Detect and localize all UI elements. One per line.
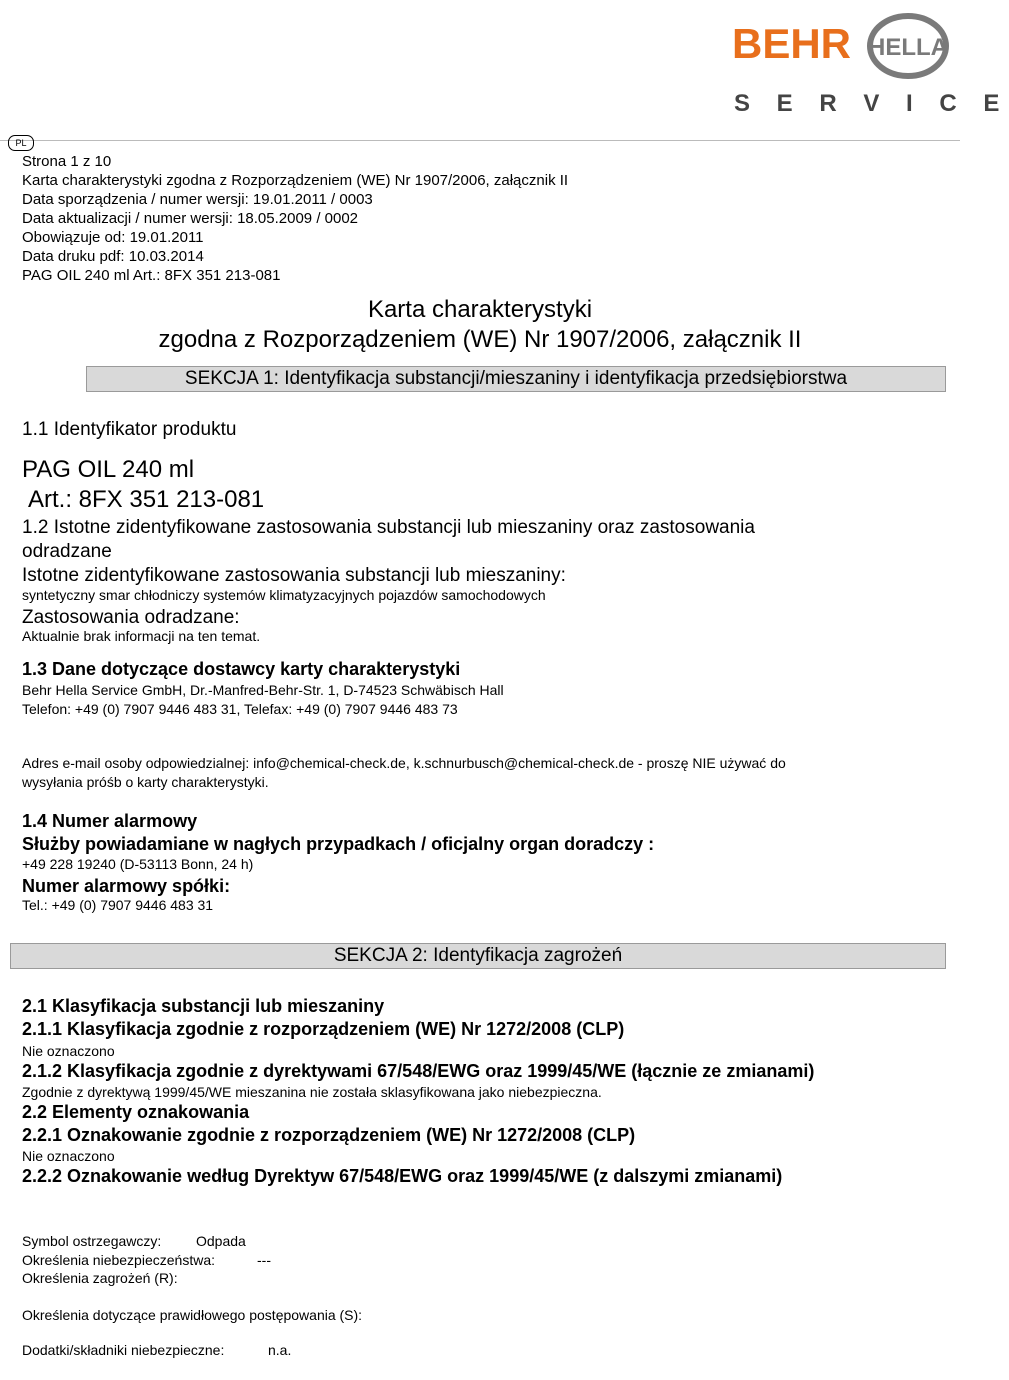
header-line: Data aktualizacji / numer wersji: 18.05.2009 / 0002 [22, 210, 359, 227]
field-label: Symbol ostrzegawczy: [22, 1233, 162, 1249]
s12-sub2-text: Aktualnie brak informacji na ten temat. [22, 628, 261, 644]
s211-text: Nie oznaczono [22, 1043, 115, 1059]
header-line: PAG OIL 240 ml Art.: 8FX 351 213-081 [22, 267, 281, 284]
s14-sub1: Służby powiadamiane w nagłych przypadkach / oficjalny organ doradczy : [22, 834, 655, 854]
header-line: Data sporządzenia / numer wersji: 19.01.2011 / 0003 [22, 191, 373, 208]
s222-heading: 2.2.2 Oznakowanie według Dyrektyw 67/548/EWG oraz 1999/45/WE (z dalszymi zmianami) [22, 1166, 783, 1186]
header-line: Obowiązuje od: 19.01.2011 [22, 229, 204, 246]
s22-heading: 2.2 Elementy oznakowania [22, 1102, 250, 1122]
s14-sub1-text: +49 228 19240 (D-53113 Bonn, 24 h) [22, 856, 254, 872]
header-line: Data druku pdf: 10.03.2014 [22, 248, 204, 265]
email-line-cont: wysyłania próśb o karty charakterystyki. [22, 774, 269, 790]
field-value: Odpada [196, 1233, 246, 1249]
email-line: Adres e-mail osoby odpowiedzialnej: info@chemical-check.de, k.schnurbusch@chemical-check.de - proszę NIE używać do [22, 755, 786, 771]
field-label: Określenia niebezpieczeństwa: [22, 1252, 215, 1268]
header-line: Karta charakterystyki zgodna z Rozporządzeniem (WE) Nr 1907/2006, załącznik II [22, 172, 569, 189]
s12-heading: 1.2 Istotne zidentyfikowane zastosowania substancji lub mieszaniny oraz zastosowania [22, 517, 755, 538]
s12-sub2: Zastosowania odradzane: [22, 607, 240, 628]
doc-subtitle: zgodna z Rozporządzeniem (WE) Nr 1907/2006, załącznik II [158, 326, 802, 353]
field-label: Dodatki/składniki niebezpieczne: [22, 1342, 225, 1358]
hella-logo [866, 10, 950, 82]
s14-sub2: Numer alarmowy spółki: [22, 876, 231, 896]
product-art: Art.: 8FX 351 213-081 [28, 486, 265, 513]
doc-title: Karta charakterystyki [367, 296, 593, 323]
section-1-heading: SEKCJA 1: Identyfikacja substancji/mieszaniny i identyfikacja przedsiębiorstwa [184, 368, 848, 389]
language-badge: PL [8, 135, 34, 151]
field-value: n.a. [268, 1342, 292, 1358]
s14-heading: 1.4 Numer alarmowy [22, 811, 198, 831]
s14-sub2-text: Tel.: +49 (0) 7907 9446 483 31 [22, 897, 214, 913]
field-label: Określenia dotyczące prawidłowego postępowania (S): [22, 1307, 363, 1323]
s11-heading: 1.1 Identyfikator produktu [22, 419, 237, 440]
header-line: Strona 1 z 10 [22, 153, 112, 170]
s12-sub1-text: syntetyczny smar chłodniczy systemów klimatyzacyjnych pojazdów samochodowych [22, 587, 546, 603]
field-label: Określenia zagrożeń (R): [22, 1270, 178, 1286]
header-divider [0, 140, 960, 141]
s211-heading: 2.1.1 Klasyfikacja zgodnie z rozporządzeniem (WE) Nr 1272/2008 (CLP) [22, 1019, 625, 1039]
field-value: --- [257, 1252, 271, 1268]
hella-logo-text: HELLA [868, 34, 948, 61]
service-logo-text: S E R V I C E [734, 90, 1009, 117]
product-name: PAG OIL 240 ml [22, 456, 195, 483]
behr-logo [730, 14, 852, 76]
s212-heading: 2.1.2 Klasyfikacja zgodnie z dyrektywami 67/548/EWG oraz 1999/45/WE (łącznie ze zmianami) [22, 1061, 815, 1081]
s12-heading-cont: odradzane [22, 541, 112, 562]
s12-sub1: Istotne zidentyfikowane zastosowania substancji lub mieszaniny: [22, 565, 566, 586]
s13-address: Behr Hella Service GmbH, Dr.-Manfred-Behr-Str. 1, D-74523 Schwäbisch Hall [22, 682, 504, 698]
section-2-heading: SEKCJA 2: Identyfikacja zagrożeń [333, 945, 623, 966]
s21-heading: 2.1 Klasyfikacja substancji lub mieszaniny [22, 996, 385, 1016]
s13-heading: 1.3 Dane dotyczące dostawcy karty charakterystyki [22, 659, 461, 679]
s221-heading: 2.2.1 Oznakowanie zgodnie z rozporządzeniem (WE) Nr 1272/2008 (CLP) [22, 1125, 636, 1145]
s212-text: Zgodnie z dyrektywą 1999/45/WE mieszanina nie została sklasyfikowana jako niebezpieczna. [22, 1084, 602, 1100]
behr-logo-text: BEHR [732, 20, 852, 67]
s221-text: Nie oznaczono [22, 1148, 115, 1164]
s13-phone: Telefon: +49 (0) 7907 9446 483 31, Telefax: +49 (0) 7907 9446 483 73 [22, 701, 458, 717]
